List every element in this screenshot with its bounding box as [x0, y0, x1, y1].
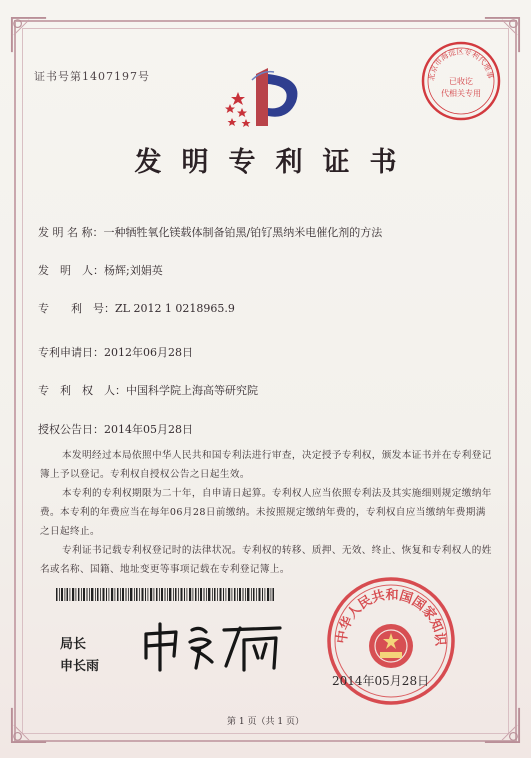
field-label: 授权公告日：	[38, 423, 104, 436]
field-value: 杨辉;刘娟英	[104, 264, 163, 277]
field-label: 发 明 人：	[38, 264, 104, 277]
field-value: 2012年06月28日	[104, 346, 193, 359]
field-label: 专 利 权 人：	[38, 384, 126, 397]
svg-text:北京市海淀区专利代理事务所	[420, 40, 496, 81]
agency-seal-line-2: 代相关专用	[441, 89, 481, 98]
field-grant-date	[38, 421, 193, 437]
field-value: 中国科学院上海高等研究院	[126, 384, 258, 397]
signatory-title: 局长	[60, 637, 87, 652]
field-inventors	[38, 262, 163, 278]
signatory-name: 申长雨	[60, 659, 100, 674]
agency-seal	[420, 40, 502, 122]
barcode	[56, 586, 274, 599]
field-patent-number	[38, 300, 235, 316]
field-value: 2014年05月28日	[104, 423, 193, 436]
body-paragraph: 本专利的专利权期限为二十年，自申请日起算。专利权人应当依照专利法及其实施细则规定缴纳年费。本专利的年费应当在每年06月28日前缴纳。未按照规定缴纳年费的，专利权自应当缴纳年费期满之日起终止。	[40, 488, 492, 537]
handwritten-signature	[140, 618, 290, 678]
field-label: 专利申请日：	[38, 346, 104, 359]
seal-date: 2014年05月28日	[332, 674, 430, 688]
page-number: 第 1 页（共 1 页）	[227, 717, 304, 727]
corner-ornament-top-left	[10, 16, 48, 54]
certificate-number: 证书号第1407197号	[34, 70, 150, 83]
patent-office-logo	[222, 66, 312, 132]
body-paragraph: 专利证书记载专利权登记时的法律状况。专利权的转移、质押、无效、终止、恢复和专利权人的姓名或名称、国籍、地址变更等事项记载在专利登记簿上。	[40, 545, 492, 575]
field-label: 专 利 号：	[38, 302, 115, 315]
field-value: 一种牺牲氧化镁载体制备铂黑/铂钌黑纳米电催化剂的方法	[103, 226, 383, 239]
official-seal-ring-text: 中华人民共和国国家知识	[334, 587, 448, 647]
field-application-date	[38, 344, 193, 360]
certificate-body	[40, 446, 492, 579]
field-invention-title	[38, 224, 382, 240]
body-paragraph: 本发明经过本局依照中华人民共和国专利法进行审查，决定授予专利权，颁发本证书并在专利登记簿上予以登记。专利权自授权公告之日起生效。	[40, 450, 492, 480]
certificate-title: 发明专利证书	[134, 147, 417, 178]
field-label: 发 明 名 称：	[38, 226, 104, 239]
field-value: ZL 2012 1 0218965.9	[115, 302, 235, 315]
agency-seal-ring-text: 北京市海淀区专利代理事	[426, 46, 496, 82]
agency-seal-line-1: 已收讫	[449, 77, 473, 86]
field-patentee	[38, 382, 258, 398]
